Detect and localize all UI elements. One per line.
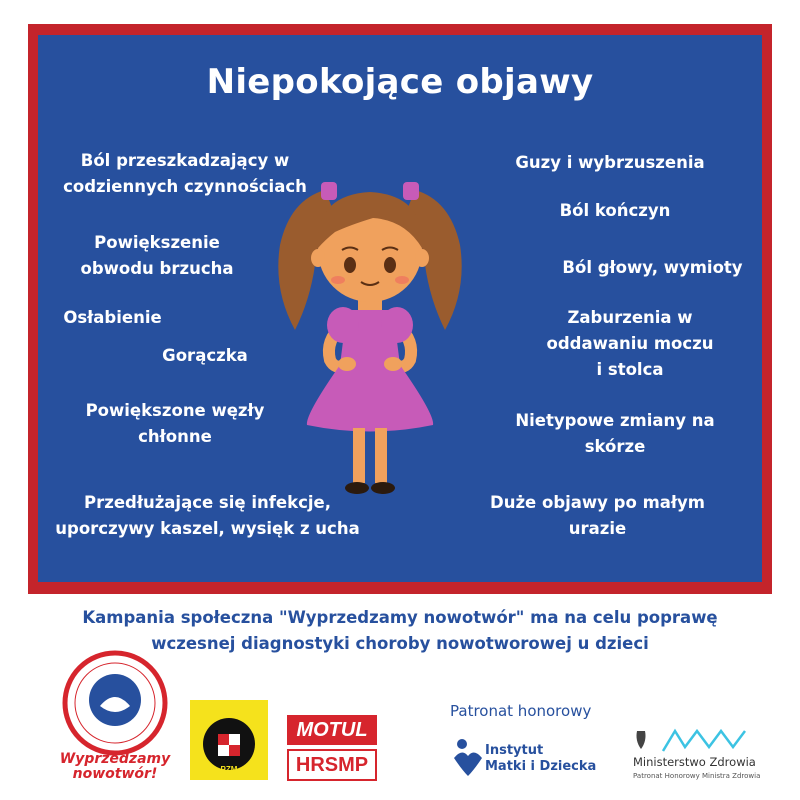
symptom-right-3: Ból głowy, wymioty — [562, 258, 743, 277]
patronat-label: Patronat honorowy — [450, 702, 592, 720]
symptom-right-1: Guzy i wybrzuszenia — [515, 153, 705, 172]
campaign-description: Kampania społeczna "Wyprzedzamy nowotwór" ma na celu poprawę wczesnej diagnostyki choroby nowotworowej u dzieci — [82, 608, 718, 653]
mz-subtitle: Patronat Honorowy Ministra Zdrowia — [633, 772, 761, 780]
motul-label: MOTUL — [287, 715, 377, 745]
symptom-left-5: Powiększone węzły chłonne — [85, 401, 265, 446]
symptom-right-6: Duże objawy po małym urazie — [490, 493, 705, 538]
fundacja-tagline: Wyprzedzamy nowotwór! — [59, 751, 171, 782]
symptom-left-4: Gorączka — [162, 346, 248, 365]
symptom-left-2: Powiększenie obwodu brzucha — [80, 233, 234, 278]
symptom-right-2: Ból kończyn — [559, 201, 671, 220]
motul-hrsmp-logo — [287, 715, 377, 783]
poster-title: Niepokojące objawy — [206, 62, 594, 102]
pzm-logo — [190, 700, 268, 780]
mz-name: Ministerstwo Zdrowia — [633, 755, 756, 769]
imid-logo — [452, 738, 484, 778]
symptom-left-1: Ból przeszkadzający w codziennych czynnościach — [63, 151, 307, 196]
symptom-left-6: Przedłużające się infekcje, uporczywy kaszel, wysięk z ucha — [55, 493, 360, 538]
mz-logo — [633, 725, 753, 755]
symptom-left-3: Osłabienie — [63, 308, 162, 327]
symptom-right-4: Zaburzenia w oddawaniu moczu i stolca — [546, 308, 714, 379]
hrsmp-label: HRSMP — [287, 749, 377, 781]
fundacja-logo — [55, 648, 175, 758]
pzm-label: PZM — [220, 765, 238, 774]
imid-name: Instytut Matki i Dziecka — [485, 743, 597, 774]
symptom-right-5: Nietypowe zmiany na skórze — [515, 411, 715, 456]
girl-illustration — [255, 170, 485, 510]
